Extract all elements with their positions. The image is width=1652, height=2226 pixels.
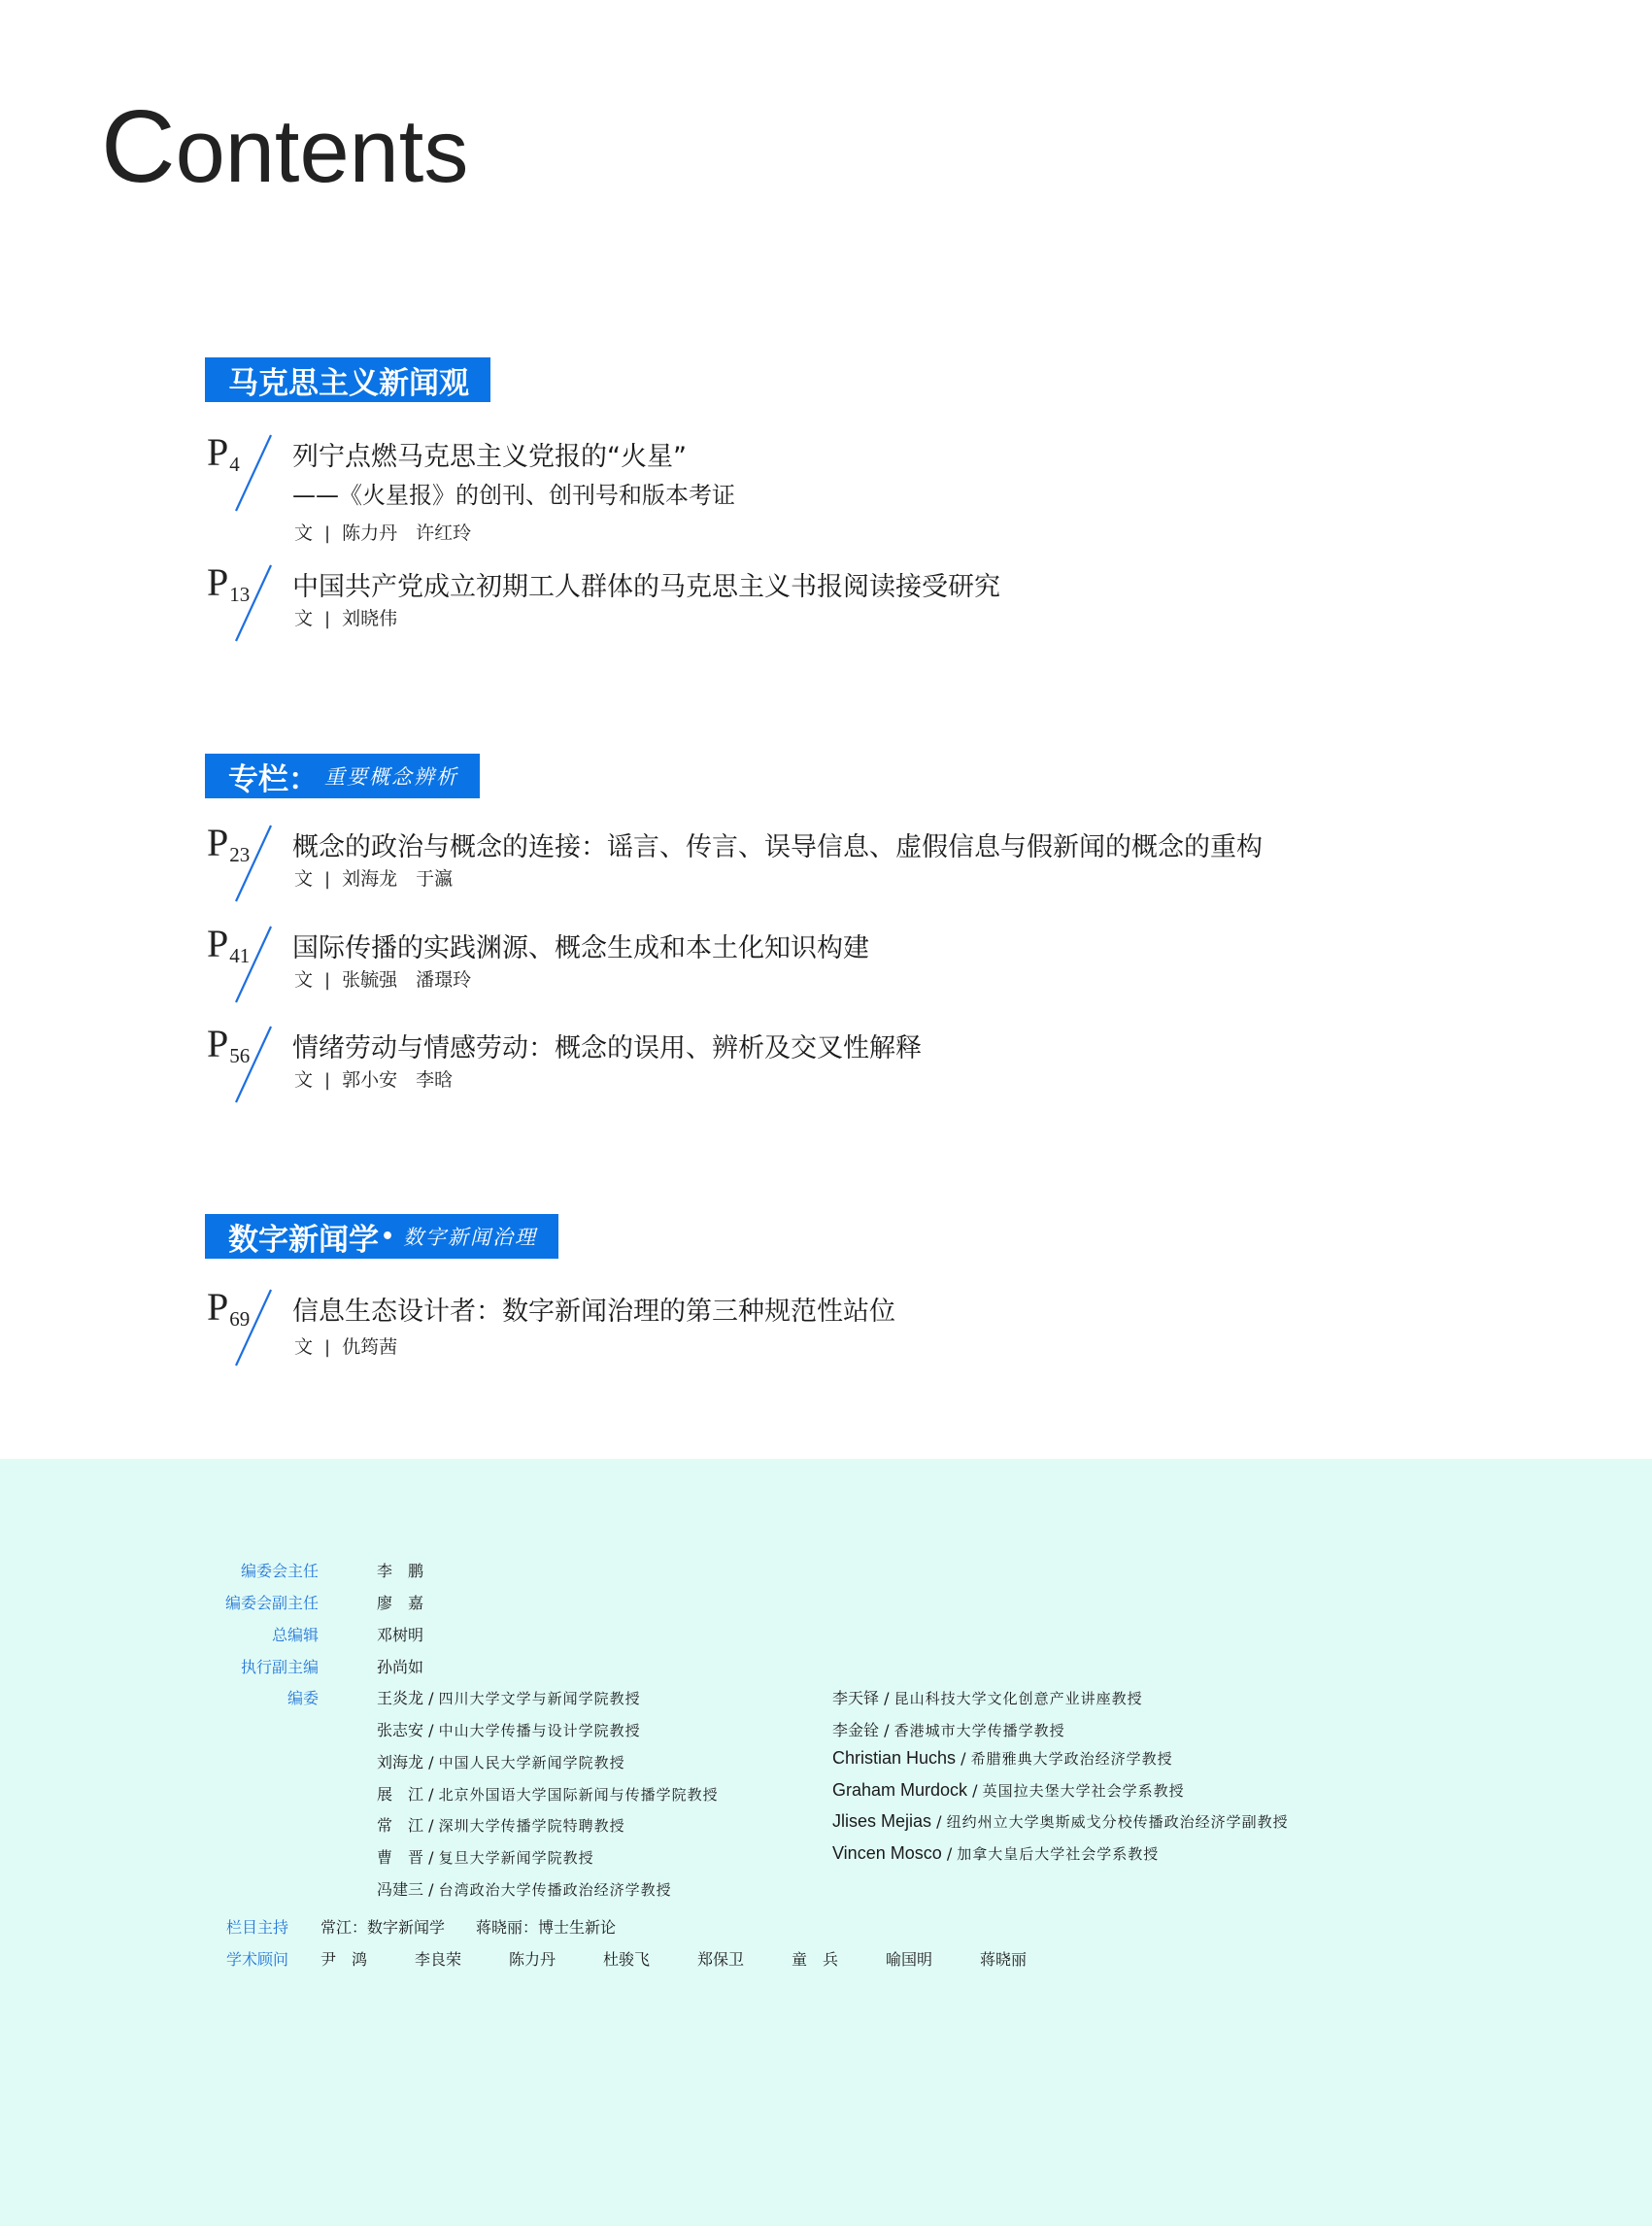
byline: 文 | 仇筠茜 [294,1336,398,1358]
section-dot: • [381,1224,395,1249]
page-number: P23 [207,821,251,866]
masthead-panel [0,1459,1652,2226]
advisor: 尹 鸿 [320,1950,368,1969]
advisors-label: 学术顾问 [226,1950,289,1969]
article-title: 中国共产党成立初期工人群体的马克思主义书报阅读接受研究 [292,572,1000,602]
slash-divider-icon [224,818,283,915]
page-number: P56 [207,1022,251,1067]
role-label: 编委 [287,1689,319,1707]
board-member: 冯建三 / 台湾政治大学传播政治经济学教授 [377,1880,672,1899]
section-subtitle: 重要概念辨析 [324,765,458,789]
board-member: 张志安 / 中山大学传播与设计学院教授 [377,1721,641,1739]
section-title: 专栏： [228,761,319,797]
board-member: 王炎龙 / 四川大学文学与新闻学院教授 [377,1689,641,1707]
slash-divider-icon [224,1282,283,1379]
advisor: 陈力丹 [509,1950,556,1969]
role-value: 邓树明 [377,1626,424,1644]
slash-divider-icon [224,427,283,524]
board-member: Vincen Mosco / 加拿大皇后大学社会学系教授 [832,1843,1160,1863]
section-title: 马克思主义新闻观 [228,365,469,401]
board-member: Christian Huchs / 希腊雅典大学政治经济学教授 [832,1748,1173,1768]
contents-heading-rest: ontents [175,102,469,201]
board-member: 李天铎 / 昆山科技大学文化创意产业讲座教授 [832,1689,1143,1707]
contents-heading-initial: C [101,89,176,204]
toc-entry[interactable] [207,1285,1469,1375]
section-header-digital-journalism [205,1214,558,1259]
role-label: 总编辑 [271,1626,319,1644]
advisor: 蒋晓丽 [980,1950,1028,1969]
board-member: 刘海龙 / 中国人民大学新闻学院教授 [377,1753,625,1771]
slash-divider-icon [224,1019,283,1116]
column-hosts: 常江：数字新闻学 蒋晓丽：博士生新论 [320,1918,617,1937]
contents-heading [101,89,469,204]
section-subtitle: 数字新闻治理 [403,1226,538,1249]
advisor: 李良荣 [415,1950,462,1969]
column-hosts-label: 栏目主持 [226,1918,289,1937]
byline: 文 | 张毓强 潘璟玲 [294,969,472,991]
section-header-column [205,754,480,798]
toc-entry[interactable] [207,1022,1469,1112]
article-title: 列宁点燃马克思主义党报的“火星” [292,442,687,472]
board-member: Graham Murdock / 英国拉夫堡大学社会学系教授 [832,1780,1185,1800]
byline: 文 | 陈力丹 许红玲 [294,523,472,544]
role-label: 执行副主编 [240,1658,319,1676]
byline: 文 | 郭小安 李晗 [294,1069,454,1091]
byline: 文 | 刘晓伟 [294,608,398,629]
board-member: 展 江 / 北京外国语大学国际新闻与传播学院教授 [377,1785,719,1804]
article-title: 国际传播的实践渊源、概念生成和本土化知识构建 [292,933,869,963]
board-member: 李金铨 / 香港城市大学传播学教授 [832,1721,1065,1739]
article-subtitle: ——《火星报》的创刊、创刊号和版本考证 [292,482,735,509]
board-member: 曹 晋 / 复旦大学新闻学院教授 [377,1848,594,1867]
article-title: 概念的政治与概念的连接：谣言、传言、误导信息、虚假信息与假新闻的概念的重构 [292,832,1263,862]
article-title: 情绪劳动与情感劳动：概念的误用、辨析及交叉性解释 [292,1033,922,1063]
advisor: 喻国明 [886,1950,933,1969]
role-label: 编委会副主任 [224,1594,319,1612]
toc-entry[interactable] [207,430,1469,544]
advisor: 杜骏飞 [603,1950,651,1969]
advisor: 郑保卫 [697,1950,745,1969]
advisor: 童 兵 [792,1950,839,1969]
slash-divider-icon [224,919,283,1016]
page-number: P69 [207,1285,251,1331]
board-member: Jlises Mejias / 纽约州立大学奥斯威戈分校传播政治经济学副教授 [832,1811,1289,1831]
role-value: 廖 嘉 [377,1594,424,1612]
toc-entry[interactable] [207,821,1469,911]
role-value: 孙尚如 [377,1658,424,1676]
role-value: 李 鹏 [377,1562,424,1580]
toc-entry[interactable] [207,560,1469,651]
page-number: P4 [207,430,240,476]
role-label: 编委会主任 [240,1562,319,1580]
byline: 文 | 刘海龙 于瀛 [294,868,454,890]
page-number: P13 [207,560,251,606]
section-header-marxist-journalism [205,357,490,402]
slash-divider-icon [224,557,283,655]
toc-entry[interactable] [207,922,1469,1012]
page-number: P41 [207,922,251,967]
board-member: 常 江 / 深圳大学传播学院特聘教授 [377,1816,625,1835]
article-title: 信息生态设计者：数字新闻治理的第三种规范性站位 [292,1297,895,1327]
section-title: 数字新闻学 [228,1222,379,1258]
